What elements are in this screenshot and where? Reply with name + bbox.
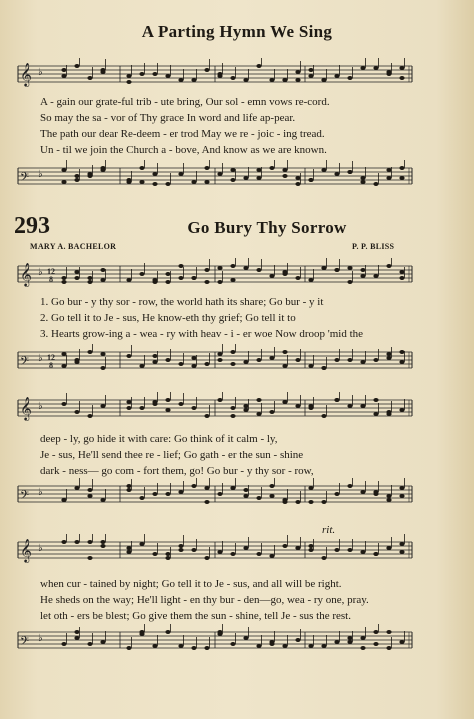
music-credit: P. P. BLISS <box>352 242 395 251</box>
system1-verse-3: 3. Hearts grow-ing a - wea - ry with heav - i - er woe Now droop 'mid the <box>40 328 364 340</box>
ritardando-mark: rit. <box>322 524 336 536</box>
prev-verse-4: Un - til we join the Church a - bove, And know as we are known. <box>40 144 327 156</box>
prev-verse-3: The path our dear Re-deem - er trod May we re - joic - ing tread. <box>40 128 325 140</box>
svg-text:8: 8 <box>49 361 53 370</box>
svg-text:𝄢: 𝄢 <box>20 171 30 187</box>
prev-verse-2: So may the sa - vor of Thy grace In word and life ap-pear. <box>40 112 296 124</box>
system2-treble-staff <box>0 392 474 432</box>
svg-text:♭: ♭ <box>38 67 43 78</box>
svg-text:♭: ♭ <box>38 169 43 180</box>
system3-verse-2: He sheds on the way; He'll light - en thy bur - den—go, wea - ry one, pray. <box>40 594 369 606</box>
prev-verse-1: A - gain our grate-ful trib - ute bring, Our sol - emn vows re-cord. <box>40 96 330 108</box>
svg-text:8: 8 <box>49 275 53 284</box>
words-credit: MARY A. BACHELOR <box>30 242 117 251</box>
svg-text:♭: ♭ <box>38 401 43 412</box>
system1-verse-1: 1. Go bur - y thy sor - row, the world hath its share; Go bur - y it <box>40 296 324 308</box>
svg-text:♭: ♭ <box>38 353 43 364</box>
system2-verse-3: dark - ness— go com - fort them, go! Go bur - y thy sor - row, <box>40 465 314 477</box>
svg-text:𝄞: 𝄞 <box>20 262 32 286</box>
svg-text:𝄞: 𝄞 <box>20 62 32 86</box>
svg-text:♭: ♭ <box>38 633 43 644</box>
svg-text:𝄢: 𝄢 <box>20 355 30 371</box>
system1-bass-staff <box>0 344 474 384</box>
svg-text:12: 12 <box>47 353 55 362</box>
prev-hymn-title: A Parting Hymn We Sing <box>141 22 333 41</box>
system3-bass-staff <box>0 624 474 664</box>
svg-text:♭: ♭ <box>38 487 43 498</box>
system2-bass-staff <box>0 478 474 518</box>
svg-text:♭: ♭ <box>38 543 43 554</box>
hymn-title: Go Bury Thy Sorrow <box>187 218 347 237</box>
svg-text:♭: ♭ <box>38 267 43 278</box>
svg-text:𝄢: 𝄢 <box>20 489 30 505</box>
system3-verse-1: when cur - tained by night; Go tell it to Je - sus, and all will be right. <box>40 578 342 590</box>
system1-verse-2: 2. Go tell it to Je - sus, He know-eth thy grief; Go tell it to <box>40 312 296 324</box>
system2-verse-1: deep - ly, go hide it with care: Go think of it calm - ly, <box>40 433 278 445</box>
prev-bass-staff <box>0 160 474 200</box>
system2-verse-2: Je - sus, He'll send thee re - lief; Go gath - er the sun - shine <box>40 449 304 461</box>
svg-text:12: 12 <box>47 267 55 276</box>
system3-treble-staff <box>0 534 474 574</box>
svg-text:𝄞: 𝄞 <box>20 396 32 420</box>
hymn-number: 293 <box>14 213 50 239</box>
svg-text:𝄞: 𝄞 <box>20 538 32 562</box>
svg-text:𝄢: 𝄢 <box>20 635 30 651</box>
system3-verse-3: let oth - ers be blest; Go give them the sun - shine, tell Je - sus the rest. <box>40 610 351 622</box>
system1-treble-staff <box>0 258 474 298</box>
